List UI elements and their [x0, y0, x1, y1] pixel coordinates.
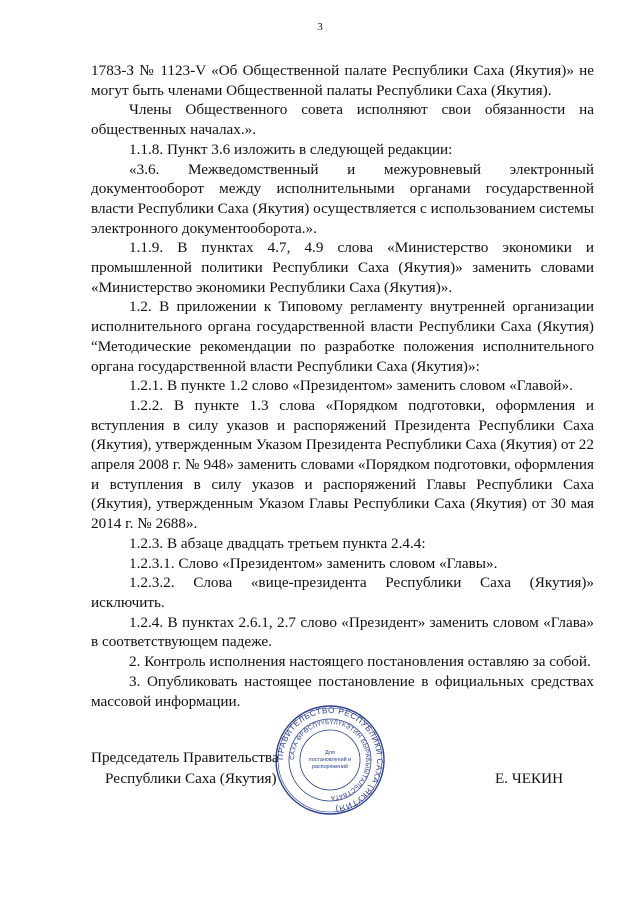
paragraph: 1.2.3.1. Слово «Президентом» заменить словом «Главы». — [129, 554, 498, 572]
signatory-title-line2: Республики Саха (Якутия) — [105, 770, 277, 787]
paragraph: 1.2.3.2. Слова «вице-президента Республики Саха (Якутия)» исключить. — [91, 574, 594, 611]
page-number: 3 — [317, 21, 323, 33]
seal-outer-text: ПРАВИТЕЛЬСТВО РЕСПУБЛИКИ САХА (ЯКУТИЯ) — [275, 705, 385, 814]
signatory-title: Председатель Правительства — [91, 749, 279, 766]
paragraph: 1.1.8. Пункт 3.6 изложить в следующей редакции: — [129, 140, 453, 158]
seal-center-line3: распоряжений — [311, 764, 349, 770]
paragraph: 1.2.3. В абзаце двадцать третьем пункта 2.4.4: — [129, 534, 426, 552]
paragraph: 2. Контроль исполнения настоящего постановления оставляю за собой. — [129, 653, 591, 671]
document-body — [91, 61, 594, 711]
seal-center-line2: постановлений и — [308, 757, 352, 763]
paragraph: 1.2.1. В пункте 1.2 слово «Президентом» заменить словом «Главой». — [129, 377, 573, 395]
paragraph: 1.2.2. В пункте 1.3 слова «Порядком подготовки, оформления и вступления в силу указов и распоряжений Президента Республики Саха (Якутия), утвержденным Указом Президента Республики Саха (Якутия) от 22 апреля 2008 г. № 948» заменить словами «Порядком подготовки, оформления и вступления в силу указов и распоряжений Главы Республики Саха (Якутия), утвержденным Указом Главы Республики Саха (Якутия) от 30 мая 2014 г. № 2688». — [91, 396, 594, 533]
paragraph: 1.2.4. В пунктах 2.6.1, 2.7 слово «Президент» заменить словом «Глава» в соответствующем падеже. — [91, 613, 594, 651]
paragraph: 1.1.9. В пунктах 4.7, 4.9 слова «Министерство экономики и промышленной политики Республики Саха (Якутия)» заменить словами «Министерство экономики Республики Саха (Якутия)». — [91, 239, 594, 296]
paragraph: 3. Опубликовать настоящее постановление в официальных средствах массовой информации. — [91, 672, 594, 710]
paragraph: Члены Общественного совета исполняют свои обязанности на общественных началах.». — [91, 101, 594, 139]
paragraph: 1783-З № 1123-V «Об Общественной палате Республики Саха (Якутия)» не могут быть членами Общественной палаты Республики Саха (Якутия). — [91, 62, 594, 99]
seal-center-line1: Для — [325, 750, 335, 756]
paragraph: 1.2. В приложении к Типовому регламенту внутренней организации исполнительного органа государственной власти Республики Саха (Якутия) “Методические рекомендации по разработке положения исполнительного органа государственной власти Республики Саха (Якутия)»: — [91, 298, 594, 375]
seal-inner-text: САХА ӨРӨСПҮҮБҮЛҮКЭТИН БЫРАБЫЫТАЛЬСТВАТА — [288, 718, 372, 802]
paragraph: «3.6. Межведомственный и межуровневый электронный документооборот между исполнительными органами государственной власти Республики Саха (Якутия) осуществляется с использованием системы электронного документооборота.». — [91, 160, 594, 237]
signatory-name: Е. ЧЕКИН — [495, 770, 564, 787]
official-seal-icon — [274, 704, 386, 816]
